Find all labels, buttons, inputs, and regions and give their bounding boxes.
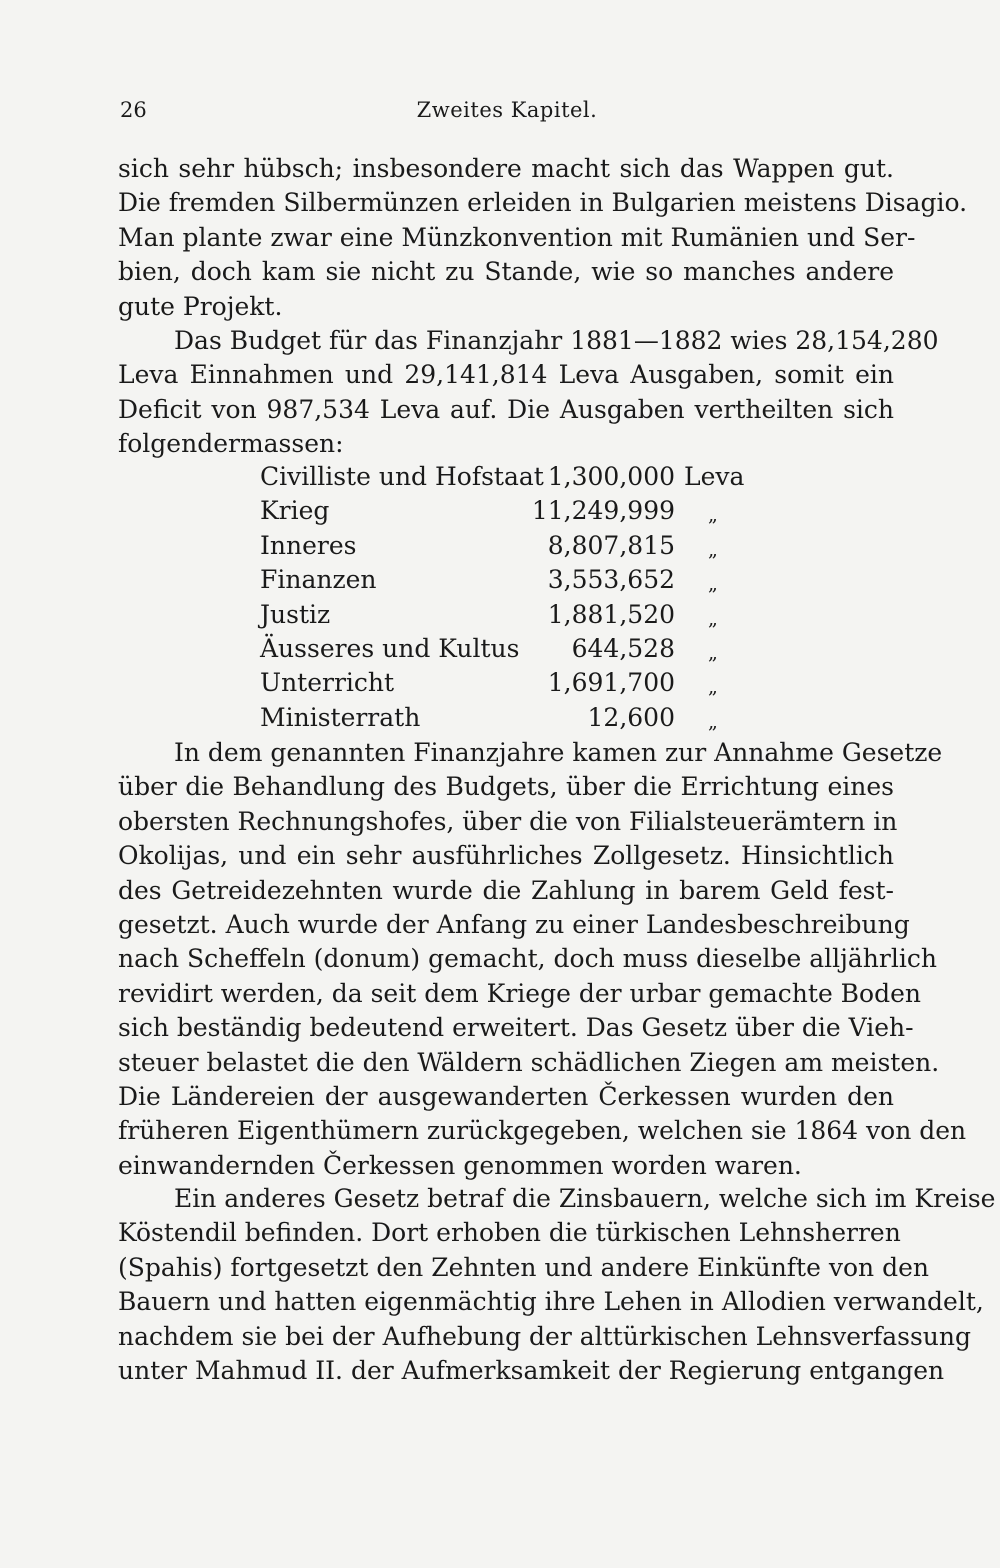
budget-amount: 644,528 bbox=[571, 633, 675, 663]
budget-table bbox=[260, 460, 760, 735]
budget-category: Ministerrath bbox=[260, 702, 421, 732]
budget-category: Civilliste und Hofstaat bbox=[260, 462, 544, 491]
text-line: In dem genannten Finanzjahre kamen zur Annahme Gesetze bbox=[174, 738, 943, 767]
text-line: Ein anderes Gesetz betraf die Zinsbauern, welche sich im Kreise bbox=[174, 1184, 996, 1213]
running-title: Zweites Kapitel. bbox=[416, 98, 598, 122]
budget-amount: 3,553,652 bbox=[547, 565, 675, 595]
budget-unit-ditto: „ bbox=[708, 710, 718, 733]
text-line: nach Scheffeln (donum) gemacht, doch muss dieselbe alljährlich bbox=[118, 944, 937, 974]
text-line: folgendermassen: bbox=[118, 429, 344, 459]
text-line: bien, doch kam sie nicht zu Stande, wie so manches andere bbox=[118, 257, 894, 287]
paragraph-1 bbox=[118, 152, 968, 324]
budget-category: Unterricht bbox=[260, 668, 395, 698]
text-line: Das Budget für das Finanzjahr 1881—1882 wies 28,154,280 bbox=[174, 326, 939, 355]
text-line: Köstendil befinden. Dort erhoben die türkischen Lehnsherren bbox=[118, 1218, 901, 1248]
text-line: Leva Einnahmen und 29,141,814 Leva Ausgaben, somit ein bbox=[118, 360, 894, 390]
budget-row bbox=[260, 632, 760, 666]
budget-category: Inneres bbox=[260, 530, 357, 560]
text-line: sich beständig bedeutend erweitert. Das Gesetz über die Vieh- bbox=[118, 1013, 914, 1043]
budget-unit-ditto: „ bbox=[708, 641, 718, 664]
budget-amount: 11,249,999 bbox=[531, 496, 675, 526]
budget-row bbox=[260, 563, 760, 597]
paragraph-2 bbox=[118, 324, 939, 462]
budget-category: Krieg bbox=[260, 496, 330, 526]
budget-unit: Leva bbox=[684, 462, 745, 491]
text-line: steuer belastet die den Wäldern schädlichen Ziegen am meisten. bbox=[118, 1047, 940, 1077]
text-line: revidirt werden, da seit dem Kriege der urbar gemachte Boden bbox=[118, 978, 922, 1008]
budget-category: Äusseres und Kultus bbox=[260, 633, 520, 663]
budget-unit-ditto: „ bbox=[708, 607, 718, 630]
budget-unit-ditto: „ bbox=[708, 504, 718, 527]
budget-unit-ditto: „ bbox=[708, 538, 718, 561]
page-header bbox=[120, 98, 894, 130]
text-line: obersten Rechnungshofes, über die von Filialsteuerämtern in bbox=[118, 806, 898, 836]
text-line: früheren Eigenthümern zurückgegeben, welchen sie 1864 von den bbox=[118, 1116, 967, 1146]
text-line: Man plante zwar eine Münzkonvention mit Rumänien und Ser- bbox=[118, 222, 916, 252]
budget-amount: 12,600 bbox=[587, 702, 675, 732]
budget-amount: 1,300,000 bbox=[547, 462, 675, 491]
text-line: Okolijas, und ein sehr ausführliches Zollgesetz. Hinsichtlich bbox=[118, 841, 894, 871]
budget-amount: 8,807,815 bbox=[547, 530, 675, 560]
budget-amount: 1,691,700 bbox=[547, 668, 675, 698]
budget-row bbox=[260, 460, 760, 494]
text-line: gesetzt. Auch wurde der Anfang zu einer Landesbeschreibung bbox=[118, 909, 910, 939]
budget-row bbox=[260, 529, 760, 563]
budget-row bbox=[260, 598, 760, 632]
text-line: unter Mahmud II. der Aufmerksamkeit der Regierung entgangen bbox=[118, 1355, 945, 1385]
text-line: des Getreidezehnten wurde die Zahlung in barem Geld fest- bbox=[118, 875, 894, 905]
text-line: (Spahis) fortgesetzt den Zehnten und andere Einkünfte von den bbox=[118, 1252, 929, 1282]
text-line: nachdem sie bei der Aufhebung der alttürkischen Lehnsverfassung bbox=[118, 1321, 972, 1351]
text-line: gute Projekt. bbox=[118, 291, 283, 321]
text-line: sich sehr hübsch; insbesondere macht sich das Wappen gut. bbox=[118, 154, 894, 183]
budget-category: Finanzen bbox=[260, 565, 377, 595]
budget-unit-ditto: „ bbox=[708, 573, 718, 596]
budget-row bbox=[260, 666, 760, 700]
text-line: einwandernden Čerkessen genommen worden waren. bbox=[118, 1150, 802, 1180]
text-line: Die Ländereien der ausgewanderten Čerkessen wurden den bbox=[118, 1081, 894, 1111]
text-line: Bauern und hatten eigenmächtig ihre Lehen in Allodien verwandelt, bbox=[118, 1287, 984, 1317]
budget-category: Justiz bbox=[260, 599, 331, 629]
budget-unit-ditto: „ bbox=[708, 676, 718, 699]
budget-row bbox=[260, 494, 760, 528]
page-number: 26 bbox=[120, 98, 147, 122]
budget-row bbox=[260, 701, 760, 735]
paragraph-4 bbox=[118, 1182, 996, 1388]
text-line: über die Behandlung des Budgets, über die Errichtung eines bbox=[118, 772, 894, 802]
budget-amount: 1,881,520 bbox=[547, 599, 675, 629]
text-line: Deficit von 987,534 Leva auf. Die Ausgaben vertheilten sich bbox=[118, 394, 894, 424]
text-line: Die fremden Silbermünzen erleiden in Bulgarien meistens Disagio. bbox=[118, 188, 968, 218]
paragraph-3 bbox=[118, 736, 967, 1183]
